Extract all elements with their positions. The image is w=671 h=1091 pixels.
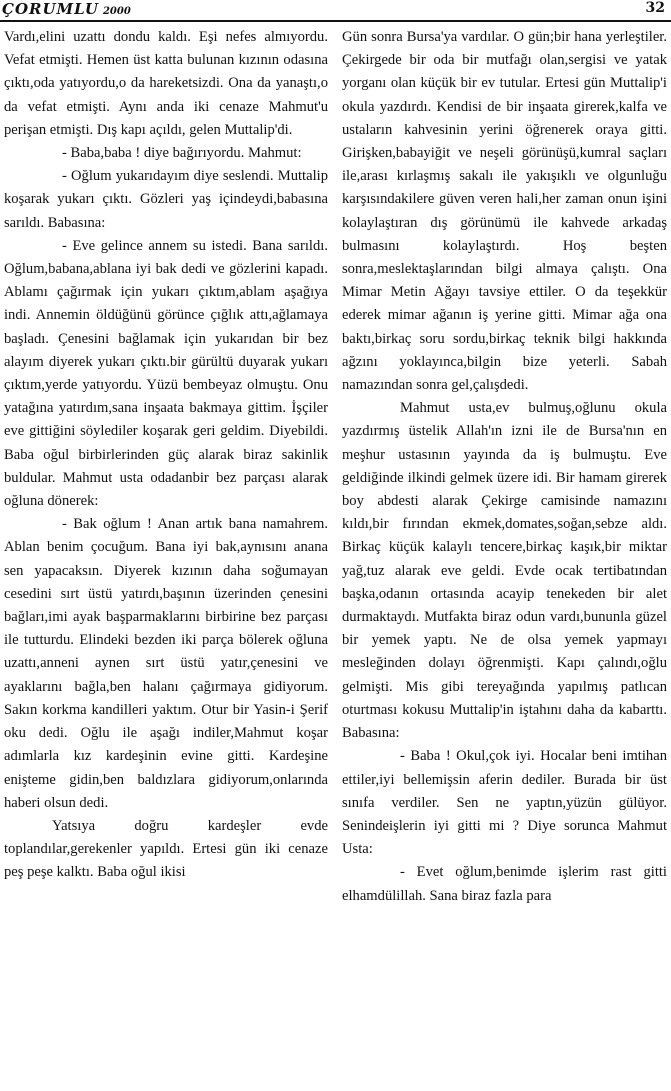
paragraph: Yatsıya doğru kardeşler evde toplandılar,gerekenler yapıldı. Ertesi gün iki cenaze peş peşe kalktı. Baba oğul ikisi [4,817,328,881]
paragraph: - Evet oğlum,benimde işlerim rast gitti elhamdülillah. Sana biraz fazla para [342,864,667,904]
paragraph: Vardı,elini uzattı dondu kaldı. Eşi nefes almıyordu. Vefat etmişti. Hemen üst katta bulunan kızının odasına çıktı,oda yatıyordu,o da hareketsizdi. Ona da yanaştı,o da vefat etmişti. Aynı anda iki cenaze Mahmut'u perişan etmişti. Dış kapı açıldı, gelen Muttalip'di. [4,29,328,138]
paragraph: - Oğlum yukarıdayım diye seslendi. Muttalip koşarak yukarı çıktı. Gözleri yaş içindeydi,babasına sarıldı. Babasına: [4,168,328,231]
header-rule [0,20,671,22]
paragraph: - Eve gelince annem su istedi. Bana sarıldı. Oğlum,babana,ablana iyi bak dedi ve gözlerini kapadı. Ablamı çağırmak için yukarı çıktım,ablam aşağıya indi. Annemin öldüğünü görünce çığlık attı,ağlamaya başladı. Çenesini bağlamak için yukarıdan bir bez alayım diyerek yukarı çıktı.bir gürültü duyarak yukarı çıktım,yerde yatıyordu. Yüzü bembeyaz olmuştu. Onu yatağına yatırdım,sana inşaata bakmaya gittim. İşçiler eve gittiğini söylediler koşarak geri geldim. Diyebildi. Baba oğul birbirlerinden güç alarak biraz sakinlik buldular. Mahmut usta odadanbir bez parçası alarak oğluna dönerek: [4,237,328,510]
paragraph: - Baba ! Okul,çok iyi. Hocalar beni imtihan ettiler,iyi bellemişsin aferin dediler. Burada bir üst sınıfa verdiler. Sen ne yaptın,yüzün gülüyor. Senindeişlerin iyi gitti mi ? Diye sorunca Mahmut Usta: [342,748,667,858]
paragraph: Gün sonra Bursa'ya vardılar. O gün;bir hana yerleştiler. Çekirgede bir oda bir mutfağı olan,sergisi ve yatak yorganı olan küçük bir ev tutular. Ertesi gün Muttalip'i okula yazdırdı. Kendisi de bir inşaata girerek,kalfa ve ustaların kahvesinin yerini öğrenerek oraya gitti. Girişken,babayiğit ve neşeli görünüşü,kumral saçları ile,arası kırlaşmış sakalı ile yakışıklı ve olgunluğu karşısındakilere güven veren hali,her zaman onun işini kolaylaştıran dış görünümü ile kahvede arkadaş bulmasını kolaylaştırdı. Hoş beşten sonra,meslektaşlarından bilgi almaya çalıştı. Ona Mimar Metin Ağayı tavsiye ettiler. O da teşekkür ederek mimar ağanın iş yerine gitti. Mimar ağa ona baktı,birkaç soru sordu,birkaç teknik bilgi hakkında ağzını yoklayınca,bilgin bize yeterli. Sabah namazından sonra gel,çalışdedi. [342,29,667,394]
page-number: 32 [645,0,665,16]
paragraph: Mahmut usta,ev bulmuş,oğlunu okula yazdırmış üstelik Allah'ın izni ile de Bursa'nın en meşhur ustasının yayında da iş bulmuştu. Eve geldiğinde ilkindi gelmek üzere idi. Bir hamam girerek boy abdesti alarak Çekirge camisinde namazını kıldı,bir fırından ekmek,domates,soğan,sebze aldı. Birkaç küçük kalaylı tencere,birkaç kaşık,bir miktar yağ,tuz alarak eve geldi. Evde ocak tertibatından başka,odanın ortasında acayip tenekeden bir alet durmaktaydı. Mutfakta biraz odun vardı,bununla güzel bir yemek yaptı. Ne de olsa yemek yapmayı mesleğinden dolayı öğrenmişti. Kapı çalındı,oğlu gelmişti. Mis gibi tereyağında yapılmış patlıcan oturtması kokusu Muttalip'in iştahını daha da kabarttı. Babasına: [342,400,667,742]
paragraph: - Bak oğlum ! Anan artık bana namahrem. Ablan benim çocuğum. Bana iyi bak,aynısını anana sen yapacaksın. Diyerek kızının daha soğumayan cesedini sırt üstü yatırdı,başının üzerinden çenesini bağları,imi ayak başparmaklarını birbirine bez parçası ile tutturdu. Elindeki bezden iki parça bölerek oğluna uzattı,anneni aynen sırt üstü yatır,çenesini ve ayaklarını bağla,ben halanı çağırmaya gidiyorum. Sakın korkma kandilleri yaktım. Otur bir Yasin-i Şerif oku dedi. Oğlu ile aşağı indiler,Mahmut koşar adımlarla kız kardeşinin evine gitti. Kardeşine enişteme gidin,ben baldızlara gidiyorum,onlarında haberi olsun dedi. [4,516,328,811]
left-column [4,26,328,885]
right-column [342,26,667,908]
paragraph: - Baba,baba ! diye bağırıyordu. Mahmut: [62,145,302,162]
publication-logo [2,0,131,18]
page-header [0,0,671,20]
logo-year: 2000 [102,6,131,17]
logo-text: ÇORUMLU [2,0,99,18]
